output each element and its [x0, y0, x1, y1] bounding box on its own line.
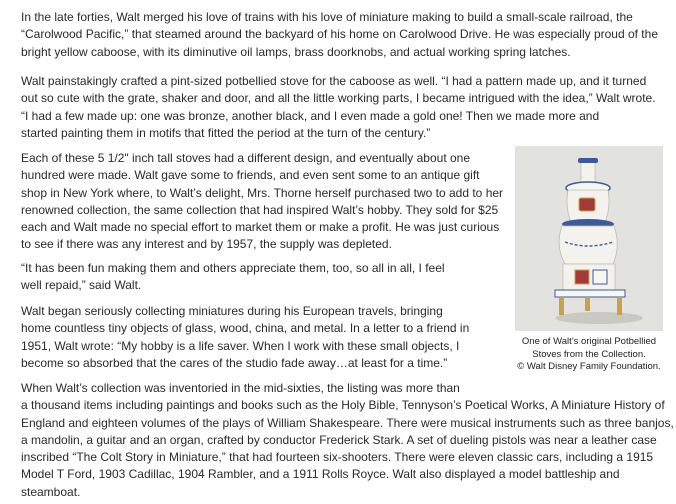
stove-leg	[617, 297, 622, 315]
text-line: well repaid,” said Walt.	[21, 278, 142, 293]
text-line: Walt painstakingly crafted a pint-sized potbellied stove for the caboose as well. “I had a pattern made up, and it turned	[21, 74, 647, 88]
paragraph-potbellied-stove	[21, 73, 656, 142]
stove-shadow	[555, 312, 643, 324]
text-line: When Walt’s collection was inventoried in the mid-sixties, the listing was more than	[21, 381, 460, 395]
text-line: out so cute with the grate, shaker and door, and all the little working parts, I became intrigued with the idea,” Walt wrote.	[21, 91, 656, 106]
text-line: a mandolin, a guitar and an organ, crafted by conductor Frederick Stark. A set of dueling pistols was near a leather case	[21, 432, 657, 447]
text-line: “Carolwood Pacific,” that steamed around the backyard of his home on Carolwood Drive. He was especially proud of the	[21, 27, 658, 42]
text-line: Walt began seriously collecting miniatures during his European travels, bringing	[21, 304, 443, 318]
text-line: “It has been fun making them and others appreciate them, too, so all in all, I feel	[21, 261, 445, 275]
text-line: hundred were made. Walt gave some to friends, and even sent some to an antique gift	[21, 168, 480, 183]
paragraph-stove-designs	[21, 150, 503, 254]
stove-leg	[559, 297, 564, 315]
paragraph-collection-inventory	[21, 380, 674, 501]
stove-door	[579, 198, 595, 211]
text-line: Each of these 5 1/2" inch tall stoves had a different design, and eventually about one	[21, 151, 471, 165]
stove-platform	[555, 290, 625, 297]
text-line: inscribed “The Colt Story in Miniature,” that had fourteen six-shooters. There were eleven classic cars, including a 1915	[21, 450, 654, 465]
caption-line: Stoves from the Collection.	[532, 348, 646, 360]
stove-panel	[593, 270, 607, 284]
text-line: each and Walt made no special effort to market them or make a profit. He was just curious	[21, 220, 500, 235]
text-line: Model T Ford, 1903 Cadillac, 1904 Rambler, and a 1911 Rolls Royce. Walt also displayed a model battleship and	[21, 467, 620, 482]
text-line: become so absorbed that the cares of the studio fade away…at least for a time.”	[21, 355, 448, 370]
paragraph-quote-repaid	[21, 260, 445, 295]
text-line: steamboat.	[21, 484, 81, 499]
text-line: “I had a few made up: one was bronze, another black, and I even made a gold one! Then we made more and	[21, 108, 600, 123]
text-line: In the late forties, Walt merged his love of trains with his love of miniature making to build a small-scale railroad, the	[21, 10, 633, 24]
text-line: home countless tiny objects of glass, wood, china, and metal. In a letter to a friend in	[21, 321, 470, 336]
stove-belly	[559, 226, 617, 264]
figure-caption	[515, 336, 663, 374]
stove-leg	[585, 297, 590, 311]
text-line: England and eighteen volumes of the plays of William Shakespeare. There were musical instruments such as three banjos,	[21, 415, 674, 430]
text-line: bright yellow caboose, with its diminutive oil lamps, brass doorknobs, and actual working spring latches.	[21, 44, 571, 59]
text-line: 1951, Walt wrote: “My hobby is a life saver. When I work with these small objects, I	[21, 338, 460, 353]
chimney-cap	[578, 158, 598, 163]
text-line: renowned collection, the same collection that had inspired Walt’s hobby. They sold for $25	[21, 202, 499, 217]
potbellied-stove-photo	[515, 146, 663, 331]
text-line: started painting them in motifs that fitted the period at the turn of the century.”	[21, 125, 431, 140]
stove-ash-door	[575, 270, 589, 284]
text-line: to see if there was any interest and by 1957, the supply was depleted.	[21, 237, 392, 252]
paragraph-carolwood-pacific	[21, 9, 658, 61]
caption-copyright: © Walt Disney Family Foundation.	[517, 361, 661, 372]
text-line: a thousand items including paintings and books such as the Holy Bible, Tennyson’s Poetical Works, A Miniature History of	[21, 398, 665, 413]
text-line: shop in New York where, to Walt’s delight, Mrs. Thorne herself purchased two to add to her	[21, 185, 504, 200]
stove-figure	[515, 146, 663, 374]
caption-line: One of Walt’s original Potbellied	[521, 336, 657, 347]
paragraph-collecting-miniatures	[21, 303, 469, 372]
